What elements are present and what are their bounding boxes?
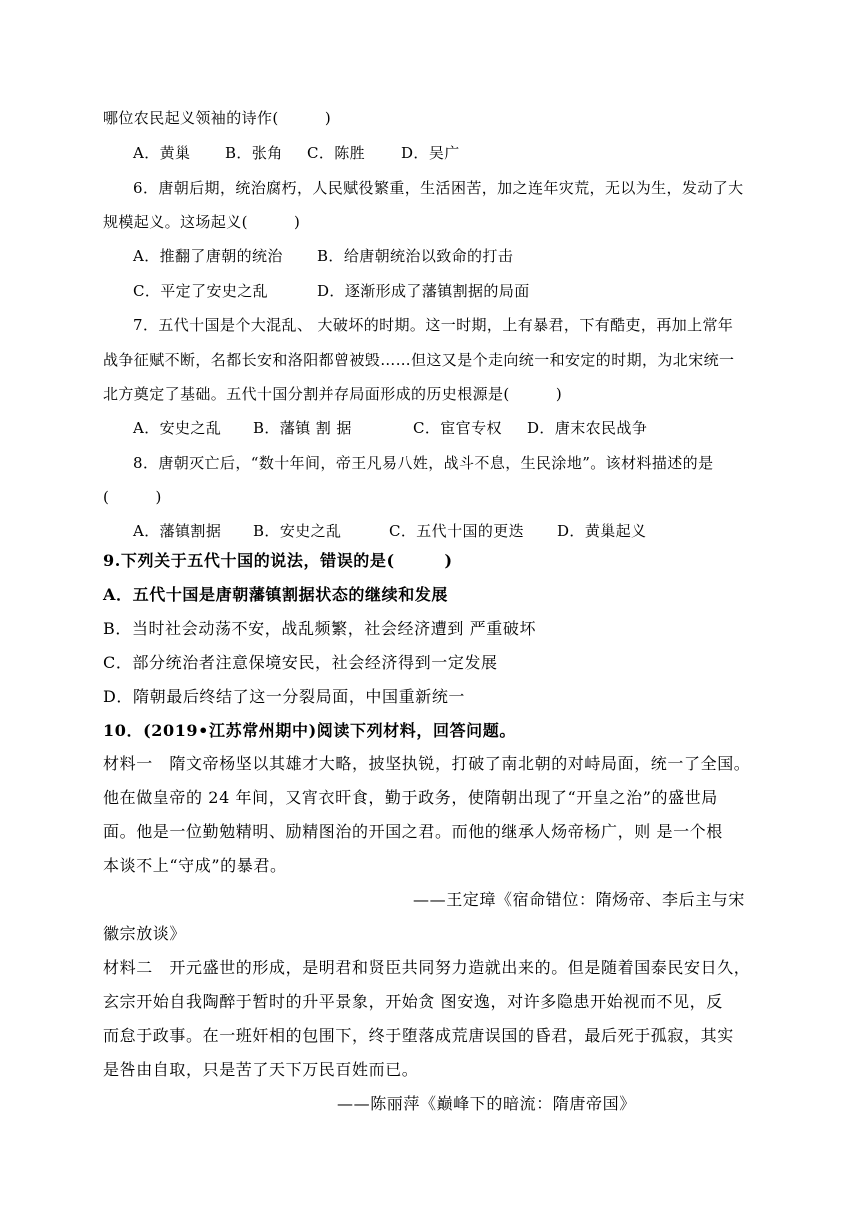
q6-option-c: C．平定了安史之乱	[133, 282, 269, 300]
q8-option-b: B．安史之乱	[253, 522, 342, 540]
material2-line2: 玄宗开始自我陶醉于暂时的升平景象，开始贪 图安逸，对许多隐患开始视而不见，反	[103, 992, 723, 1011]
q5-stem-continuation: 哪位农民起义领袖的诗作( )	[103, 109, 332, 127]
material1-line3: 面。他是一位勤勉精明、励精图治的开国之君。而他的继承人炀帝杨广，则 是一个根	[103, 822, 723, 841]
q8-stem-line2: ( )	[103, 488, 162, 506]
q6-option-a: A．推翻了唐朝的统治	[133, 247, 283, 265]
material1-line4: 本谈不上“守成”的暴君。	[103, 856, 287, 875]
q9-option-d	[103, 687, 465, 707]
material2-source: ——陈丽萍《巅峰下的暗流：隋唐帝国》	[337, 1094, 636, 1113]
q5-option-d: D．吴广	[401, 144, 460, 162]
q9-option-b	[103, 619, 536, 639]
q5-option-a: A．黄巢	[133, 144, 191, 162]
material2-line1: 材料二 开元盛世的形成，是明君和贤臣共同努力造就出来的。但是随着国泰民安日久，	[103, 958, 751, 977]
material1-source-line1: ——王定璋《宿命错位：隋炀帝、李后主与宋	[413, 890, 746, 909]
q7-option-b: B．藩镇 割 据	[253, 419, 352, 437]
q7-option-a: A．安史之乱	[133, 419, 222, 437]
q9-option-b-text: B．当时社会动荡不安，战乱频繁，社会经济遭到 严重破坏	[103, 619, 537, 638]
q8-option-a: A．藩镇割据	[133, 522, 222, 540]
q5-options	[133, 143, 460, 163]
q6-stem-line2: 规模起义。这场起义( )	[103, 213, 301, 231]
material1-line1: 材料一 隋文帝杨坚以其雄才大略，披坚执锐，打破了南北朝的对峙局面，统一了全国。	[103, 754, 751, 773]
q8-option-c: C．五代十国的更迭	[389, 522, 525, 540]
q9-option-a	[103, 585, 448, 605]
q6-option-d: D．逐渐形成了藩镇割据的局面	[317, 282, 530, 300]
q7-stem-line1: 7．五代十国是个大混乱、 大破坏的时期。这一时期，上有暴君，下有酷吏，再加上常年	[133, 316, 734, 334]
q6-option-b: B．给唐朝统治以致命的打击	[317, 247, 514, 265]
material1-line2: 他在做皇帝的 24 年间，又宵衣旰食，勤于政务，使隋朝出现了“开皇之治”的盛世局	[103, 788, 718, 807]
q9-option-d-text: D．隋朝最后终结了这一分裂局面，中国重新统一	[103, 687, 466, 706]
q8-option-d: D．黄巢起义	[557, 522, 647, 540]
q7-options	[133, 418, 647, 438]
material1-source-line2: 徽宗放谈》	[103, 924, 187, 943]
material2-line3: 而怠于政事。在一班奸相的包围下，终于堕落成荒唐误国的昏君，最后死于孤寂，其实	[103, 1026, 734, 1045]
q7-option-d: D．唐末农民战争	[527, 419, 648, 437]
q6-options-row2	[133, 281, 530, 301]
q8-stem-line1: 8．唐朝灭亡后，“数十年间，帝王凡易八姓，战斗不息，生民涂地”。该材料描述的是	[133, 454, 714, 472]
q7-stem-line3: 北方奠定了基础。五代十国分割并存局面形成的历史根源是( )	[103, 385, 563, 403]
q6-stem-line1: 6．唐朝后期，统治腐朽，人民赋役繁重，生活困苦，加之连年灾荒，无以为生，发动了大	[133, 179, 744, 197]
q9-option-a-text: A．五代十国是唐朝藩镇割据状态的继续和发展	[103, 585, 449, 604]
q6-options-row1	[133, 246, 513, 266]
q8-options	[133, 521, 646, 541]
q9-stem: 9.下列关于五代十国的说法，错误的是( )	[103, 551, 453, 570]
material2-line4: 是咎由自取，只是苦了天下万民百姓而已。	[103, 1060, 419, 1079]
q7-stem-line2: 战争征赋不断，名都长安和洛阳都曾被毁……但这又是个走向统一和安定的时期，为北宋统一	[103, 351, 735, 369]
q9-option-c	[103, 653, 498, 673]
q5-option-c: C．陈胜	[307, 144, 366, 162]
q7-option-c: C．宦官专权	[413, 419, 502, 437]
q9-option-c-text: C．部分统治者注意保境安民，社会经济得到一定发展	[103, 653, 498, 672]
q10-stem: 10．(2019•江苏常州期中)阅读下列材料，回答问题。	[103, 721, 516, 740]
q5-option-b: B．张角	[225, 144, 283, 162]
